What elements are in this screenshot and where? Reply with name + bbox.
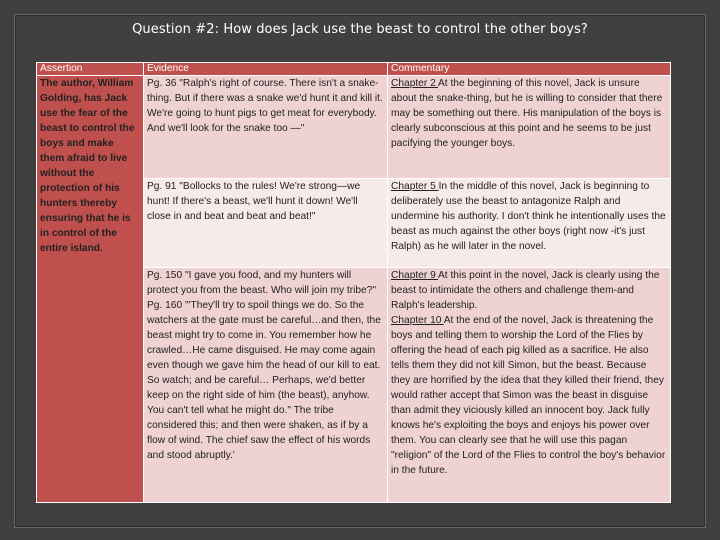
- evidence-text: Pg. 150 "I gave you food, and my hunters will protect you from the beast. Who will join my tribe?": [147, 270, 376, 296]
- evidence-cell: [144, 268, 388, 503]
- header-evidence: Evidence: [144, 63, 388, 76]
- commentary-cell: [388, 76, 671, 179]
- commentary-cell: [388, 179, 671, 268]
- header-commentary: Commentary: [388, 63, 671, 76]
- evidence-cell: Pg. 91 "Bollocks to the rules! We're strong—we hunt! If there's a beast, we'll hunt it down! We'll close in and beat and beat and beat!": [144, 179, 388, 268]
- chapter-label: Chapter 9: [391, 270, 439, 281]
- header-assertion: Assertion: [37, 63, 144, 76]
- table-row: [37, 76, 671, 179]
- commentary-cell: [388, 268, 671, 503]
- chapter-label: Chapter 2: [391, 78, 439, 89]
- commentary-text: In the middle of this novel, Jack is beginning to deliberately use the beast to antagonize Ralph and undermine his authority. I don't think he intentionally uses the beast as much against the other boys (right now -it's just Ralph) as he will later in the novel.: [391, 181, 666, 252]
- assertion-cell: The author, William Golding, has Jack use the fear of the beast to control the boys and make them afraid to live without the protection of his hunters thereby ensuring that he is in control of the entire island.: [37, 76, 144, 503]
- slide-title: Question #2: How does Jack use the beast to control the other boys?: [132, 22, 588, 37]
- evidence-text-2: Pg. 160 "'They'll try to spoil things we do. So the watchers at the gate must be careful…and then, the beast might try to come in. You remember how he crawled…He came disguised. He may come again even though we gave him the head of our kill to eat. So watch; and be careful… Perhaps, we'd better keep on the right side of him (the beast), anyhow. You can't tell what he might do." The tribe considered this; and then were shaken, as if by a flow of wind. The chief saw the effect of his words and stood abruptly.': [147, 300, 381, 461]
- table-header-row: [37, 63, 671, 76]
- commentary-text: At this point in the novel, Jack is clearly using the beast to intimidate the others and challenge them-and Ralph's leadership.: [391, 270, 660, 311]
- chapter-label-2: Chapter 10: [391, 315, 444, 326]
- commentary-text-2: At the end of the novel, Jack is threatening the boys and telling them to worship the Lord of the Flies by offering the head of each pig killed as a sacrifice. He also tells them they did not kill Simon, but the beast. Because they are horrified by the idea that they killed their friend, they would rather accept that Simon was the beast in disguise than admit they viciously killed an innocent boy. Jack fully knows he's exploiting the boys and enjoys his power over them. You can clearly see that he will use this pagan "religion" of the Lord of the Flies to control the boy's behavior in the future.: [391, 315, 666, 476]
- chapter-label: Chapter 5: [391, 181, 439, 192]
- aec-table: [36, 62, 671, 503]
- commentary-text: At the beginning of this novel, Jack is unsure about the snake-thing, but he is willing to consider that there may be something out there. His manipulation of the boys is clearly subconscious at this point and he seems to be just pacifying the younger boys.: [391, 78, 663, 149]
- evidence-cell: Pg. 36 "Ralph's right of course. There isn't a snake-thing. But if there was a snake we'd hunt it and kill it. We're going to hunt pigs to get meat for everybody. And we'll look for the snake too —": [144, 76, 388, 179]
